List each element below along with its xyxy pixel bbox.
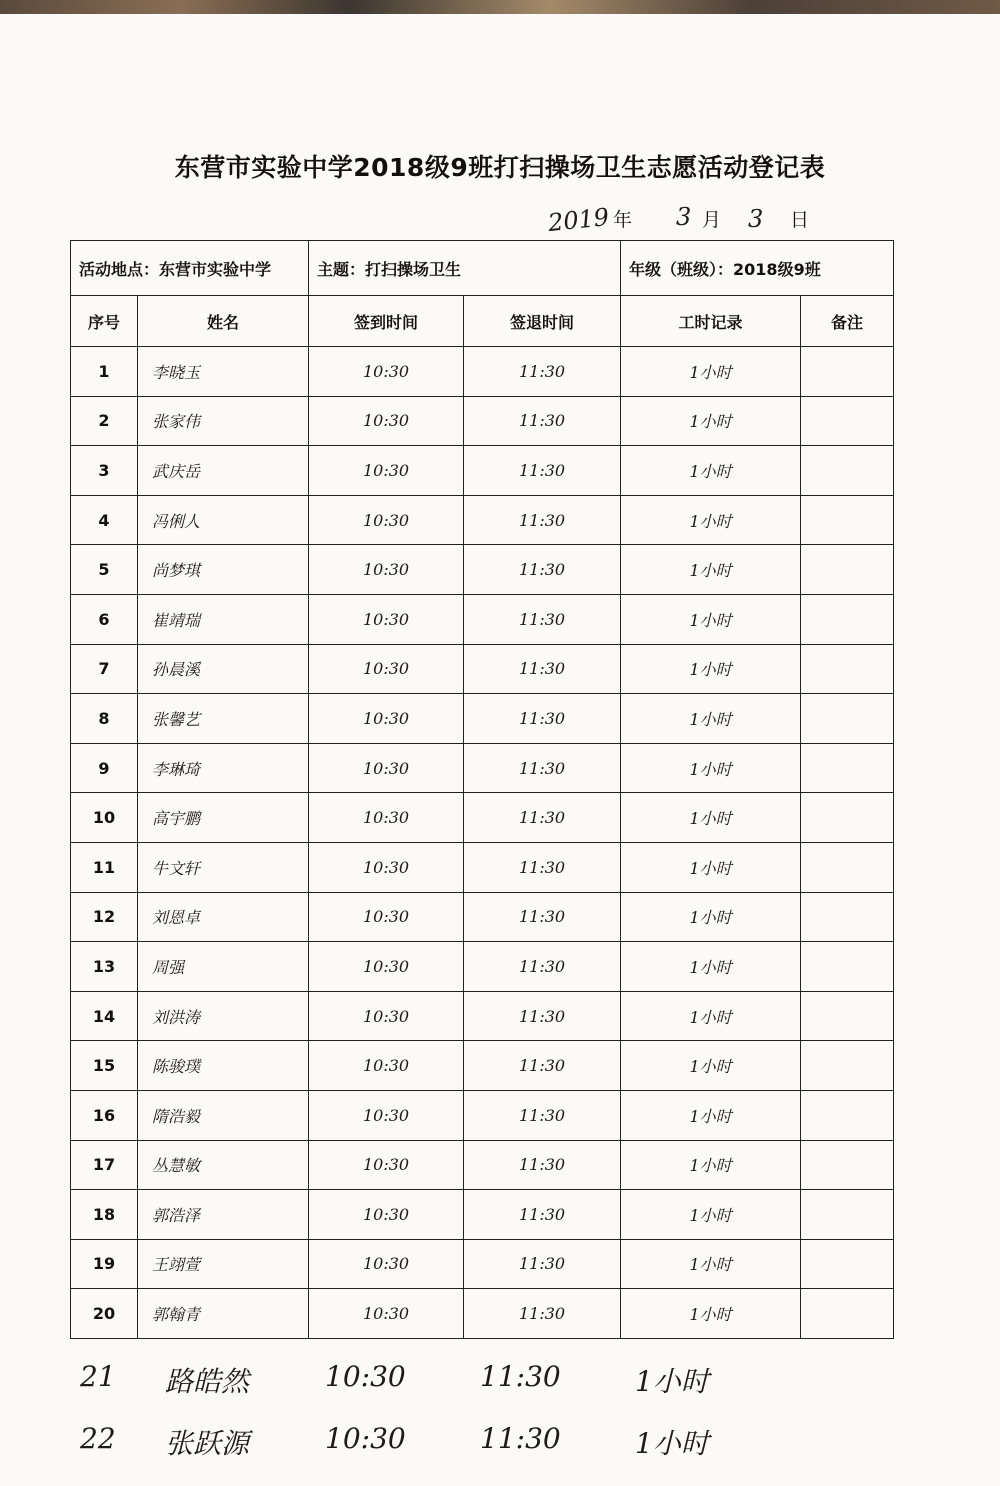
row-sign-in: 10:30: [309, 495, 464, 545]
header-row: [71, 296, 894, 347]
row-hours: 1小时: [621, 793, 801, 843]
header-name: 姓名: [138, 296, 309, 347]
header-sign-out: 签退时间: [464, 296, 621, 347]
row-note: [801, 1041, 894, 1091]
row-seq: 20: [71, 1289, 138, 1339]
row-seq: 9: [71, 743, 138, 793]
grade-cell: 年级（班级）：2018级9班: [621, 241, 894, 296]
row-name: 丛慧敏: [138, 1140, 309, 1190]
row-note: [801, 743, 894, 793]
row-hours: 1小时: [621, 1239, 801, 1289]
row-sign-in: 10:30: [309, 396, 464, 446]
table-row: [71, 495, 894, 545]
row-name: 张家伟: [138, 396, 309, 446]
row-hours: 1小时: [621, 495, 801, 545]
table-row: [71, 545, 894, 595]
row-name: 武庆岳: [138, 446, 309, 496]
row-note: [801, 1140, 894, 1190]
row-name: 隋浩毅: [138, 1090, 309, 1140]
row-note: [801, 892, 894, 942]
row-sign-out: 11:30: [464, 842, 621, 892]
extra-row-name: 张跃源: [165, 1427, 250, 1460]
row-sign-in: 10:30: [309, 1140, 464, 1190]
table-row: [71, 694, 894, 744]
row-note: [801, 495, 894, 545]
row-seq: 14: [71, 991, 138, 1041]
extra-row-hours: 1小时: [635, 1365, 709, 1398]
extra-row-name: 路皓然: [165, 1365, 250, 1398]
row-hours: 1小时: [621, 892, 801, 942]
row-sign-in: 10:30: [309, 1239, 464, 1289]
extra-row-sign-out: 11:30: [480, 1360, 561, 1393]
row-sign-out: 11:30: [464, 644, 621, 694]
extra-row-sign-in: 10:30: [325, 1422, 406, 1455]
row-sign-out: 11:30: [464, 495, 621, 545]
row-seq: 12: [71, 892, 138, 942]
row-hours: 1小时: [621, 694, 801, 744]
table-row: [71, 743, 894, 793]
header-notes: 备注: [801, 296, 894, 347]
row-hours: 1小时: [621, 1289, 801, 1339]
row-name: 王翊萱: [138, 1239, 309, 1289]
row-note: [801, 694, 894, 744]
registration-table: [70, 240, 894, 1339]
row-name: 尚梦琪: [138, 545, 309, 595]
location-cell: 活动地点：东营市实验中学: [71, 241, 309, 296]
row-seq: 2: [71, 396, 138, 446]
row-seq: 1: [71, 347, 138, 397]
table-body: [71, 347, 894, 1339]
row-sign-out: 11:30: [464, 892, 621, 942]
date-year-handwritten: 2019: [546, 202, 611, 238]
row-sign-out: 11:30: [464, 1289, 621, 1339]
row-sign-out: 11:30: [464, 1239, 621, 1289]
row-sign-in: 10:30: [309, 1041, 464, 1091]
row-note: [801, 842, 894, 892]
row-note: [801, 446, 894, 496]
row-note: [801, 991, 894, 1041]
header-seq: 序号: [71, 296, 138, 347]
row-sign-out: 11:30: [464, 1090, 621, 1140]
row-note: [801, 942, 894, 992]
table-row: [71, 1239, 894, 1289]
table-row: [71, 347, 894, 397]
date-month-handwritten: 3: [676, 203, 692, 231]
row-sign-in: 10:30: [309, 644, 464, 694]
row-name: 郭浩泽: [138, 1190, 309, 1240]
table-row: [71, 793, 894, 843]
extra-row: [70, 1412, 893, 1472]
row-seq: 11: [71, 842, 138, 892]
row-seq: 8: [71, 694, 138, 744]
row-note: [801, 347, 894, 397]
row-note: [801, 545, 894, 595]
row-note: [801, 793, 894, 843]
row-name: 高宇鹏: [138, 793, 309, 843]
row-note: [801, 1289, 894, 1339]
row-sign-in: 10:30: [309, 1289, 464, 1339]
extra-row: [70, 1350, 893, 1410]
row-sign-out: 11:30: [464, 594, 621, 644]
row-hours: 1小时: [621, 644, 801, 694]
row-sign-in: 10:30: [309, 594, 464, 644]
row-name: 刘洪涛: [138, 991, 309, 1041]
date-month-label: 月: [702, 209, 722, 231]
row-seq: 10: [71, 793, 138, 843]
row-seq: 3: [71, 446, 138, 496]
table-row: [71, 644, 894, 694]
row-hours: 1小时: [621, 942, 801, 992]
row-sign-out: 11:30: [464, 942, 621, 992]
table-row: [71, 892, 894, 942]
row-seq: 5: [71, 545, 138, 595]
row-sign-out: 11:30: [464, 347, 621, 397]
row-seq: 6: [71, 594, 138, 644]
row-seq: 19: [71, 1239, 138, 1289]
header-hours: 工时记录: [621, 296, 801, 347]
row-seq: 4: [71, 495, 138, 545]
header-sign-in: 签到时间: [309, 296, 464, 347]
row-sign-in: 10:30: [309, 1190, 464, 1240]
row-seq: 18: [71, 1190, 138, 1240]
row-hours: 1小时: [621, 594, 801, 644]
table-row: [71, 594, 894, 644]
row-hours: 1小时: [621, 1140, 801, 1190]
date-day-handwritten: 3: [748, 205, 764, 233]
row-sign-out: 11:30: [464, 396, 621, 446]
row-hours: 1小时: [621, 743, 801, 793]
meta-row: [71, 241, 894, 296]
row-name: 冯俐人: [138, 495, 309, 545]
row-hours: 1小时: [621, 396, 801, 446]
row-name: 李晓玉: [138, 347, 309, 397]
row-name: 刘恩卓: [138, 892, 309, 942]
row-name: 张馨艺: [138, 694, 309, 744]
row-sign-in: 10:30: [309, 1090, 464, 1140]
row-sign-in: 10:30: [309, 942, 464, 992]
row-sign-out: 11:30: [464, 743, 621, 793]
row-seq: 7: [71, 644, 138, 694]
extra-row-hours: 1小时: [635, 1427, 709, 1460]
row-sign-out: 11:30: [464, 1190, 621, 1240]
row-sign-in: 10:30: [309, 347, 464, 397]
extra-row-sign-out: 11:30: [480, 1422, 561, 1455]
row-name: 崔靖瑞: [138, 594, 309, 644]
row-sign-out: 11:30: [464, 793, 621, 843]
table-row: [71, 396, 894, 446]
extra-row-seq: 22: [80, 1422, 116, 1455]
row-sign-in: 10:30: [309, 446, 464, 496]
row-sign-out: 11:30: [464, 545, 621, 595]
table-row: [71, 1090, 894, 1140]
row-name: 陈骏璞: [138, 1041, 309, 1091]
row-sign-out: 11:30: [464, 1041, 621, 1091]
table-row: [71, 1190, 894, 1240]
row-name: 郭翰青: [138, 1289, 309, 1339]
row-seq: 17: [71, 1140, 138, 1190]
theme-cell: 主题：打扫操场卫生: [309, 241, 621, 296]
row-note: [801, 1190, 894, 1240]
row-hours: 1小时: [621, 545, 801, 595]
row-hours: 1小时: [621, 1041, 801, 1091]
row-note: [801, 594, 894, 644]
date-day-label: 日: [790, 209, 810, 231]
date-year-label: 年: [613, 209, 633, 231]
form-title: 东营市实验中学2018级9班打扫操场卫生志愿活动登记表: [174, 153, 826, 182]
row-sign-out: 11:30: [464, 446, 621, 496]
row-hours: 1小时: [621, 991, 801, 1041]
row-note: [801, 1090, 894, 1140]
row-note: [801, 644, 894, 694]
row-hours: 1小时: [621, 446, 801, 496]
extra-row-sign-in: 10:30: [325, 1360, 406, 1393]
row-name: 周强: [138, 942, 309, 992]
row-sign-in: 10:30: [309, 545, 464, 595]
row-sign-in: 10:30: [309, 743, 464, 793]
extra-row-seq: 21: [80, 1360, 116, 1393]
row-sign-out: 11:30: [464, 694, 621, 744]
row-note: [801, 1239, 894, 1289]
row-name: 牛文轩: [138, 842, 309, 892]
row-sign-out: 11:30: [464, 991, 621, 1041]
table-row: [71, 1289, 894, 1339]
row-name: 孙晨溪: [138, 644, 309, 694]
table-row: [71, 991, 894, 1041]
row-note: [801, 396, 894, 446]
row-hours: 1小时: [621, 347, 801, 397]
row-sign-in: 10:30: [309, 842, 464, 892]
table-row: [71, 1140, 894, 1190]
row-hours: 1小时: [621, 1190, 801, 1240]
row-seq: 16: [71, 1090, 138, 1140]
row-name: 李琳琦: [138, 743, 309, 793]
row-seq: 15: [71, 1041, 138, 1091]
table-row: [71, 1041, 894, 1091]
row-sign-in: 10:30: [309, 694, 464, 744]
table-row: [71, 842, 894, 892]
table-row: [71, 942, 894, 992]
row-seq: 13: [71, 942, 138, 992]
row-sign-out: 11:30: [464, 1140, 621, 1190]
row-sign-in: 10:30: [309, 793, 464, 843]
row-sign-in: 10:30: [309, 991, 464, 1041]
row-hours: 1小时: [621, 1090, 801, 1140]
row-sign-in: 10:30: [309, 892, 464, 942]
row-hours: 1小时: [621, 842, 801, 892]
table-row: [71, 446, 894, 496]
